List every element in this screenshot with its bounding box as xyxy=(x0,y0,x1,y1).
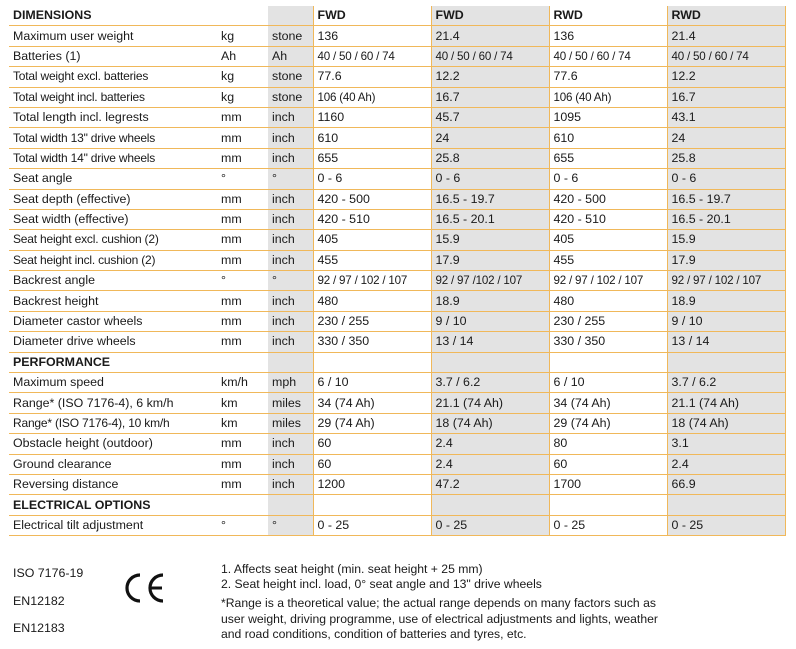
value-cell: 15.9 xyxy=(431,230,549,250)
row-label: Backrest angle xyxy=(9,271,217,291)
metric-unit: mm xyxy=(217,454,268,474)
imperial-unit: stone xyxy=(268,87,313,107)
empty-value xyxy=(313,352,431,372)
imperial-unit: inch xyxy=(268,474,313,494)
table-row xyxy=(9,332,785,352)
table-row xyxy=(9,250,785,270)
imperial-unit: inch xyxy=(268,434,313,454)
imperial-unit: Ah xyxy=(268,46,313,66)
value-cell: 13 / 14 xyxy=(431,332,549,352)
standard-iso-7176-19: ISO 7176-19 xyxy=(13,566,84,580)
metric-unit: ° xyxy=(217,271,268,291)
standard-en12182: EN12182 xyxy=(13,594,65,608)
imperial-unit: inch xyxy=(268,454,313,474)
table-row xyxy=(9,26,785,46)
value-cell: 0 - 25 xyxy=(549,515,667,535)
value-cell: 136 xyxy=(549,26,667,46)
table-row xyxy=(9,169,785,189)
value-cell: 92 / 97 /102 / 107 xyxy=(431,271,549,291)
value-cell: 13 / 14 xyxy=(667,332,785,352)
value-cell: 12.2 xyxy=(431,67,549,87)
row-label: Obstacle height (outdoor) xyxy=(9,434,217,454)
value-cell: 1700 xyxy=(549,474,667,494)
metric-unit: kg xyxy=(217,87,268,107)
value-cell: 655 xyxy=(549,148,667,168)
table-header-row xyxy=(9,6,785,26)
value-cell: 66.9 xyxy=(667,474,785,494)
metric-unit: mm xyxy=(217,230,268,250)
value-cell: 18.9 xyxy=(431,291,549,311)
metric-unit: km/h xyxy=(217,373,268,393)
value-cell: 40 / 50 / 60 / 74 xyxy=(667,46,785,66)
table-row xyxy=(9,271,785,291)
header-unit2 xyxy=(268,6,313,26)
value-cell: 47.2 xyxy=(431,474,549,494)
row-label: Maximum speed xyxy=(9,373,217,393)
row-label: Total width 14" drive wheels xyxy=(9,148,217,168)
table-row xyxy=(9,67,785,87)
table-row xyxy=(9,454,785,474)
footnote-range: *Range is a theoretical value; the actual range depends on many factors such as user weight, driving programme, use of electrical adjustments and lights, weather and road conditions, condition of batteries and tyres, etc. xyxy=(221,596,658,641)
value-cell: 6 / 10 xyxy=(549,373,667,393)
imperial-unit: inch xyxy=(268,148,313,168)
row-label: Batteries (1) xyxy=(9,46,217,66)
value-cell: 80 xyxy=(549,434,667,454)
value-cell: 610 xyxy=(549,128,667,148)
value-cell: 136 xyxy=(313,26,431,46)
metric-unit: kg xyxy=(217,67,268,87)
value-cell: 24 xyxy=(667,128,785,148)
value-cell: 16.5 - 19.7 xyxy=(431,189,549,209)
row-label: Diameter drive wheels xyxy=(9,332,217,352)
value-cell: 12.2 xyxy=(667,67,785,87)
value-cell: 16.5 - 20.1 xyxy=(431,209,549,229)
value-cell: 0 - 25 xyxy=(313,515,431,535)
value-cell: 655 xyxy=(313,148,431,168)
value-cell: 16.5 - 20.1 xyxy=(667,209,785,229)
table-row xyxy=(9,107,785,127)
value-cell: 18 (74 Ah) xyxy=(431,413,549,433)
imperial-unit: inch xyxy=(268,128,313,148)
metric-unit: km xyxy=(217,393,268,413)
row-label: Total weight incl. batteries xyxy=(9,87,217,107)
value-cell: 92 / 97 / 102 / 107 xyxy=(667,271,785,291)
footnote-1: 1. Affects seat height (min. seat height + 25 mm) xyxy=(221,562,483,576)
value-cell: 25.8 xyxy=(431,148,549,168)
section-heading: ELECTRICAL OPTIONS xyxy=(9,495,217,515)
metric-unit: mm xyxy=(217,107,268,127)
value-cell: 21.4 xyxy=(431,26,549,46)
value-cell: 0 - 25 xyxy=(431,515,549,535)
table-row xyxy=(9,209,785,229)
value-cell: 330 / 350 xyxy=(549,332,667,352)
value-cell: 2.4 xyxy=(431,434,549,454)
empty-unit1 xyxy=(217,352,268,372)
standard-en12183: EN12183 xyxy=(13,621,65,635)
value-cell: 0 - 6 xyxy=(313,169,431,189)
metric-unit: km xyxy=(217,413,268,433)
value-cell: 17.9 xyxy=(667,250,785,270)
footnote-2: 2. Seat height incl. load, 0° seat angle and 13" drive wheels xyxy=(221,577,542,591)
imperial-unit: ° xyxy=(268,515,313,535)
metric-unit: mm xyxy=(217,209,268,229)
section-heading-dimensions: DIMENSIONS xyxy=(9,6,217,26)
empty-unit2 xyxy=(268,495,313,515)
empty-value xyxy=(313,495,431,515)
value-cell: 420 - 510 xyxy=(313,209,431,229)
row-label: Backrest height xyxy=(9,291,217,311)
imperial-unit: ° xyxy=(268,271,313,291)
value-cell: 405 xyxy=(549,230,667,250)
value-cell: 16.7 xyxy=(431,87,549,107)
value-cell: 420 - 510 xyxy=(549,209,667,229)
spec-table-body xyxy=(9,6,785,536)
imperial-unit: inch xyxy=(268,209,313,229)
value-cell: 106 (40 Ah) xyxy=(313,87,431,107)
value-cell: 25.8 xyxy=(667,148,785,168)
metric-unit: Ah xyxy=(217,46,268,66)
metric-unit: mm xyxy=(217,311,268,331)
value-cell: 29 (74 Ah) xyxy=(549,413,667,433)
value-cell: 455 xyxy=(549,250,667,270)
metric-unit: mm xyxy=(217,291,268,311)
table-row xyxy=(9,413,785,433)
value-cell: 330 / 350 xyxy=(313,332,431,352)
value-cell: 40 / 50 / 60 / 74 xyxy=(549,46,667,66)
row-label: Total weight excl. batteries xyxy=(9,67,217,87)
empty-value xyxy=(667,352,785,372)
table-row xyxy=(9,474,785,494)
value-cell: 3.7 / 6.2 xyxy=(667,373,785,393)
empty-value xyxy=(431,495,549,515)
row-label: Ground clearance xyxy=(9,454,217,474)
metric-unit: ° xyxy=(217,515,268,535)
value-cell: 106 (40 Ah) xyxy=(549,87,667,107)
metric-unit: ° xyxy=(217,169,268,189)
empty-value xyxy=(549,352,667,372)
row-label: Seat depth (effective) xyxy=(9,189,217,209)
table-row xyxy=(9,434,785,454)
table-row xyxy=(9,515,785,535)
value-cell: 1095 xyxy=(549,107,667,127)
value-cell: 455 xyxy=(313,250,431,270)
value-cell: 92 / 97 / 102 / 107 xyxy=(313,271,431,291)
value-cell: 405 xyxy=(313,230,431,250)
row-label: Reversing distance xyxy=(9,474,217,494)
imperial-unit: miles xyxy=(268,413,313,433)
empty-value xyxy=(431,352,549,372)
imperial-unit: stone xyxy=(268,26,313,46)
value-cell: 480 xyxy=(549,291,667,311)
value-cell: 34 (74 Ah) xyxy=(313,393,431,413)
empty-value xyxy=(549,495,667,515)
table-row xyxy=(9,373,785,393)
row-label: Electrical tilt adjustment xyxy=(9,515,217,535)
value-cell: 43.1 xyxy=(667,107,785,127)
column-header-4: RWD xyxy=(667,6,785,26)
value-cell: 29 (74 Ah) xyxy=(313,413,431,433)
metric-unit: kg xyxy=(217,26,268,46)
value-cell: 21.1 (74 Ah) xyxy=(667,393,785,413)
imperial-unit: inch xyxy=(268,291,313,311)
value-cell: 480 xyxy=(313,291,431,311)
value-cell: 15.9 xyxy=(667,230,785,250)
value-cell: 0 - 6 xyxy=(667,169,785,189)
value-cell: 21.4 xyxy=(667,26,785,46)
value-cell: 1200 xyxy=(313,474,431,494)
imperial-unit: miles xyxy=(268,393,313,413)
value-cell: 40 / 50 / 60 / 74 xyxy=(313,46,431,66)
section-heading: PERFORMANCE xyxy=(9,352,217,372)
imperial-unit: stone xyxy=(268,67,313,87)
value-cell: 60 xyxy=(313,434,431,454)
value-cell: 77.6 xyxy=(313,67,431,87)
value-cell: 16.5 - 19.7 xyxy=(667,189,785,209)
section-heading-row xyxy=(9,495,785,515)
row-label: Seat angle xyxy=(9,169,217,189)
value-cell: 3.7 / 6.2 xyxy=(431,373,549,393)
metric-unit: mm xyxy=(217,332,268,352)
value-cell: 420 - 500 xyxy=(313,189,431,209)
table-row xyxy=(9,393,785,413)
value-cell: 92 / 97 / 102 / 107 xyxy=(549,271,667,291)
value-cell: 230 / 255 xyxy=(549,311,667,331)
metric-unit: mm xyxy=(217,250,268,270)
table-row xyxy=(9,87,785,107)
row-label: Diameter castor wheels xyxy=(9,311,217,331)
column-header-1: FWD xyxy=(313,6,431,26)
imperial-unit: inch xyxy=(268,230,313,250)
header-unit1 xyxy=(217,6,268,26)
spec-table xyxy=(9,6,786,536)
row-label: Total width 13" drive wheels xyxy=(9,128,217,148)
row-label: Range* (ISO 7176-4), 10 km/h xyxy=(9,413,217,433)
table-row xyxy=(9,311,785,331)
value-cell: 18.9 xyxy=(667,291,785,311)
value-cell: 0 - 6 xyxy=(549,169,667,189)
row-label: Seat width (effective) xyxy=(9,209,217,229)
metric-unit: mm xyxy=(217,474,268,494)
value-cell: 24 xyxy=(431,128,549,148)
value-cell: 77.6 xyxy=(549,67,667,87)
value-cell: 21.1 (74 Ah) xyxy=(431,393,549,413)
value-cell: 16.7 xyxy=(667,87,785,107)
imperial-unit: inch xyxy=(268,250,313,270)
imperial-unit: inch xyxy=(268,107,313,127)
value-cell: 2.4 xyxy=(431,454,549,474)
section-heading-row xyxy=(9,352,785,372)
value-cell: 0 - 25 xyxy=(667,515,785,535)
imperial-unit: mph xyxy=(268,373,313,393)
value-cell: 6 / 10 xyxy=(313,373,431,393)
value-cell: 420 - 500 xyxy=(549,189,667,209)
table-row xyxy=(9,291,785,311)
value-cell: 60 xyxy=(313,454,431,474)
row-label: Maximum user weight xyxy=(9,26,217,46)
metric-unit: mm xyxy=(217,189,268,209)
row-label: Range* (ISO 7176-4), 6 km/h xyxy=(9,393,217,413)
value-cell: 60 xyxy=(549,454,667,474)
table-row xyxy=(9,230,785,250)
imperial-unit: ° xyxy=(268,169,313,189)
metric-unit: mm xyxy=(217,148,268,168)
value-cell: 230 / 255 xyxy=(313,311,431,331)
column-header-2: FWD xyxy=(431,6,549,26)
value-cell: 9 / 10 xyxy=(431,311,549,331)
value-cell: 34 (74 Ah) xyxy=(549,393,667,413)
value-cell: 0 - 6 xyxy=(431,169,549,189)
table-row xyxy=(9,128,785,148)
metric-unit: mm xyxy=(217,434,268,454)
imperial-unit: inch xyxy=(268,189,313,209)
value-cell: 2.4 xyxy=(667,454,785,474)
value-cell: 45.7 xyxy=(431,107,549,127)
row-label: Seat height incl. cushion (2) xyxy=(9,250,217,270)
metric-unit: mm xyxy=(217,128,268,148)
table-row xyxy=(9,148,785,168)
imperial-unit: inch xyxy=(268,332,313,352)
table-row xyxy=(9,46,785,66)
row-label: Seat height excl. cushion (2) xyxy=(9,230,217,250)
empty-unit1 xyxy=(217,495,268,515)
imperial-unit: inch xyxy=(268,311,313,331)
value-cell: 40 / 50 / 60 / 74 xyxy=(431,46,549,66)
row-label: Total length incl. legrests xyxy=(9,107,217,127)
empty-unit2 xyxy=(268,352,313,372)
value-cell: 9 / 10 xyxy=(667,311,785,331)
value-cell: 17.9 xyxy=(431,250,549,270)
table-row xyxy=(9,189,785,209)
value-cell: 610 xyxy=(313,128,431,148)
value-cell: 3.1 xyxy=(667,434,785,454)
value-cell: 1160 xyxy=(313,107,431,127)
ce-mark-logo xyxy=(121,571,167,605)
value-cell: 18 (74 Ah) xyxy=(667,413,785,433)
column-header-3: RWD xyxy=(549,6,667,26)
empty-value xyxy=(667,495,785,515)
